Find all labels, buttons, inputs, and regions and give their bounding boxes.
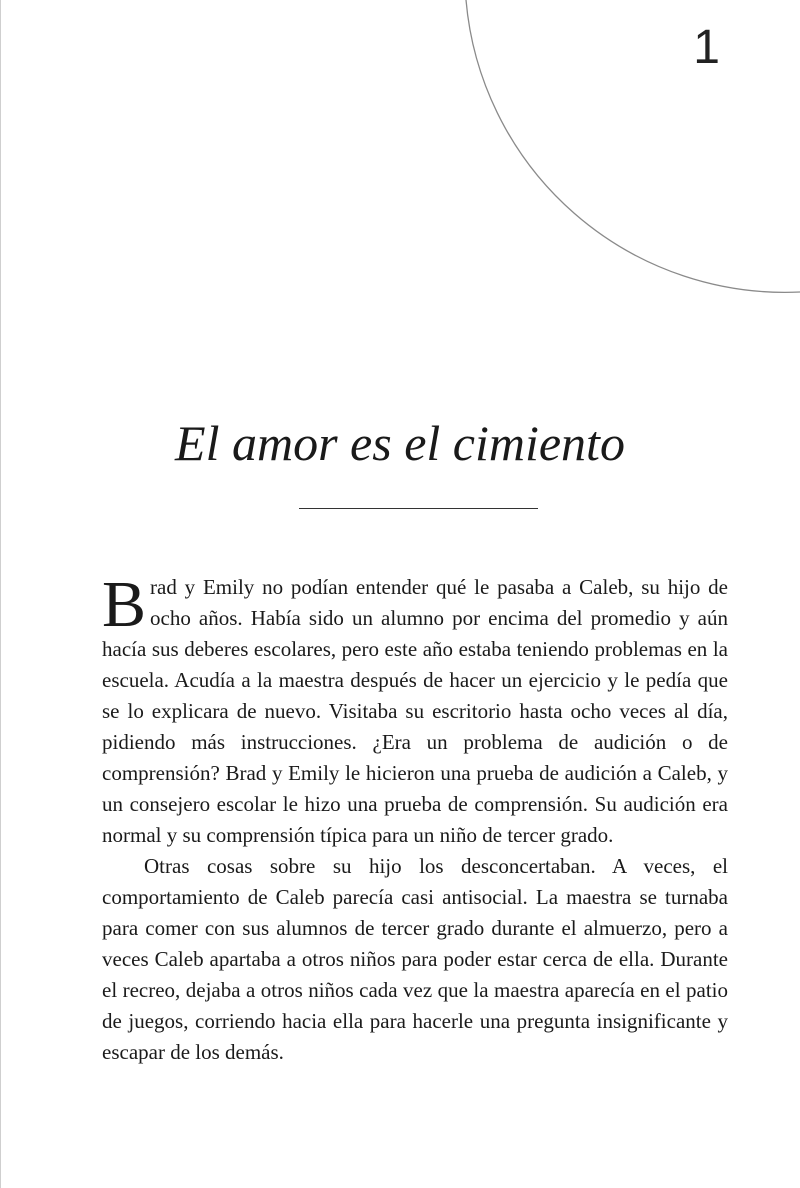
paragraph-1-text: rad y Emily no podían entender qué le pasaba a Caleb, su hijo de ocho años. Había sido un alumno por encima del promedio y aún hacía sus deberes escolares, pero este año estaba teniendo problemas en la escuela. Acudía a la maestra después de hacer un ejercicio y le pedía que se lo explicara de nuevo. Visitaba su escritorio hasta ocho veces al día, pidiendo más instrucciones. ¿Era un problema de audición o de comprensión? Brad y Emily le hicieron una prueba de audición a Caleb, y un consejero escolar le hizo una prueba de comprensión. Su audición era normal y su comprensión típica para un niño de tercer grado. xyxy=(102,575,728,847)
drop-cap: B xyxy=(102,568,147,641)
chapter-body xyxy=(102,568,728,1068)
paragraph-1 xyxy=(102,568,728,851)
chapter-number: 1 xyxy=(693,21,720,74)
chapter-title: El amor es el cimiento xyxy=(175,415,625,471)
paragraph-2: Otras cosas sobre su hijo los desconcertaban. A veces, el comportamiento de Caleb parecía casi antisocial. La maestra se turnaba para comer con sus alumnos de tercer grado durante el almuerzo, pero a veces Caleb apartaba a otros niños para poder estar cerca de ella. Durante el recreo, dejaba a otros niños cada vez que la maestra aparecía en el patio de juegos, corriendo hacia ella para hacerle una pregunta insignificante y escapar de los demás. xyxy=(102,854,728,1064)
title-divider xyxy=(299,508,538,509)
decorative-arc xyxy=(0,0,800,320)
